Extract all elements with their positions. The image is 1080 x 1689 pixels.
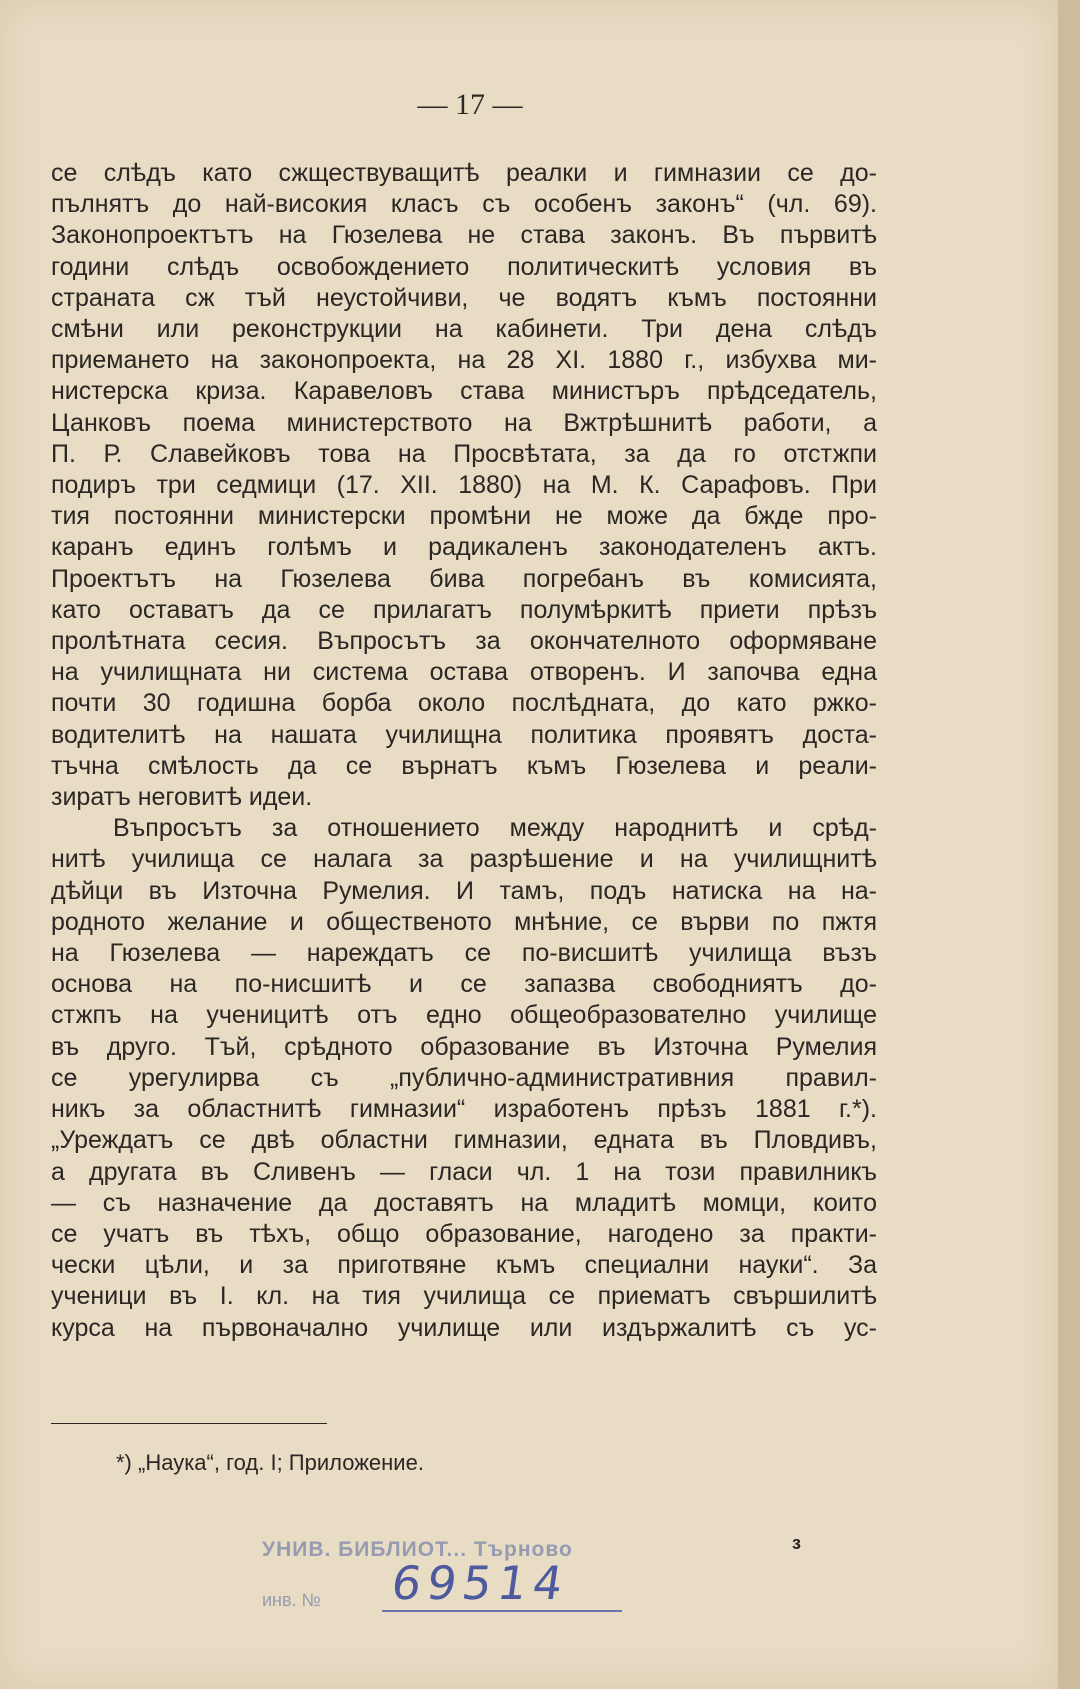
text-line: тъчна смѣлость да се върнатъ къмъ Гюзелева и реали-: [51, 751, 877, 780]
text-line: тия постоянни министерски промѣни не може да бжде про-: [51, 502, 877, 531]
text-line: чески цѣли, и за приготвяне къмъ специални науки“. За: [51, 1251, 877, 1280]
text-line: — съ назначение да доставятъ на младитѣ момци, които: [51, 1188, 877, 1217]
text-line: Проектътъ на Гюзелева бива погребанъ въ комисията,: [51, 564, 877, 593]
text-line: се учатъ въ тѣхъ, общо образование, нагодено за практи-: [51, 1219, 877, 1248]
text-line: приемането на законопроекта, на 28 XI. 1880 г., избухва ми-: [51, 346, 877, 375]
page-number: — 17 —: [417, 88, 523, 121]
text-line: каранъ единъ голѣмъ и радикаленъ законодателенъ актъ.: [51, 533, 877, 562]
text-line: П. Р. Славейковъ това на Просвѣтата, за да го отстжпи: [51, 439, 877, 468]
page-edge: [1058, 0, 1080, 1689]
text-line: на Гюзелева — нареждатъ се по-висшитѣ училища възъ: [51, 939, 877, 968]
text-line: родното желание и общественото мнѣние, се върви по пжтя: [51, 907, 877, 936]
text-line: смѣни или реконструкции на кабинети. Три дена слѣдъ: [51, 315, 877, 344]
text-line: стжпъ на ученицитѣ отъ едно общеобразователно училище: [51, 1001, 877, 1030]
stamp-inventory-label: инв. №: [262, 1590, 321, 1610]
footnote: *) „Наука“, год. I; Приложение.: [116, 1450, 424, 1475]
signature-mark: з: [792, 1533, 801, 1553]
text-line: водителитѣ на нашата училищна политика проявятъ доста-: [51, 720, 877, 749]
main-text: [51, 158, 877, 1344]
text-line: Законопроектътъ на Гюзелева не става законъ. Въ първитѣ: [51, 221, 877, 250]
text-line: почти 30 годишна борба около послѣдната, до като ржко-: [51, 689, 877, 718]
text-line: дѣйци въ Източна Румелия. И тамъ, подъ натиска на на-: [51, 876, 877, 905]
text-line: години слѣдъ освобождението политическитѣ условия въ: [51, 252, 877, 281]
text-line: страната сж тъй неустойчиви, че водятъ къмъ постоянни: [51, 283, 877, 312]
text-line: курса на първоначално училище или издържалитѣ съ ус-: [51, 1313, 877, 1342]
text-line: се слѣдъ като сжществуващитѣ реалки и гимназии се до-: [51, 159, 877, 187]
text-line: пълнятъ до най-високия класъ съ особенъ законъ“ (чл. 69).: [51, 190, 877, 219]
text-line: Въпросътъ за отношението между народнитѣ и срѣд-: [113, 814, 877, 843]
text-line: подиръ три седмици (17. XII. 1880) на М. К. Сарафовъ. При: [51, 471, 877, 500]
text-line: никъ за областнитѣ гимназии“ изработенъ прѣзъ 1881 г.*).: [51, 1095, 877, 1124]
text-line: пролѣтната сесия. Въпросътъ за окончателното оформяване: [51, 627, 877, 656]
text-line: основа на по-нисшитѣ и се запазва свободниятъ до-: [51, 970, 877, 999]
text-line: нитѣ училища се налага за разрѣшение и на училищнитѣ: [51, 845, 877, 874]
text-line: „Уреждатъ се двѣ областни гимназии, едната въ Пловдивъ,: [51, 1126, 877, 1155]
footnote-rule: [51, 1423, 327, 1424]
text-line: Цанковъ поема министерството на Вжтрѣшнитѣ работи, а: [51, 408, 877, 437]
text-line: а другата въ Сливенъ — гласи чл. 1 на този правилникъ: [51, 1157, 877, 1186]
text-line: въ друго. Тъй, срѣдното образование въ Източна Румелия: [51, 1032, 877, 1061]
library-stamp: [262, 1538, 642, 1628]
stamp-underline: [382, 1610, 622, 1612]
text-line: се урегулирва съ „публично-административния правил-: [51, 1063, 877, 1092]
text-line: като оставатъ да се прилагатъ полумѣркитѣ приети прѣзъ: [51, 595, 877, 624]
stamp-library-name: УНИВ. БИБЛИОТ... Търново: [262, 1538, 573, 1561]
inventory-number: 69514: [388, 1556, 573, 1610]
text-line: на училищната ни система остава отворенъ. И започва една: [51, 658, 877, 687]
text-line: ученици въ I. кл. на тия училища се приематъ свършилитѣ: [51, 1282, 877, 1311]
text-line: зиратъ неговитѣ идеи.: [51, 783, 313, 812]
text-line: нистерска криза. Каравеловъ става министъръ прѣдседатель,: [51, 377, 877, 406]
